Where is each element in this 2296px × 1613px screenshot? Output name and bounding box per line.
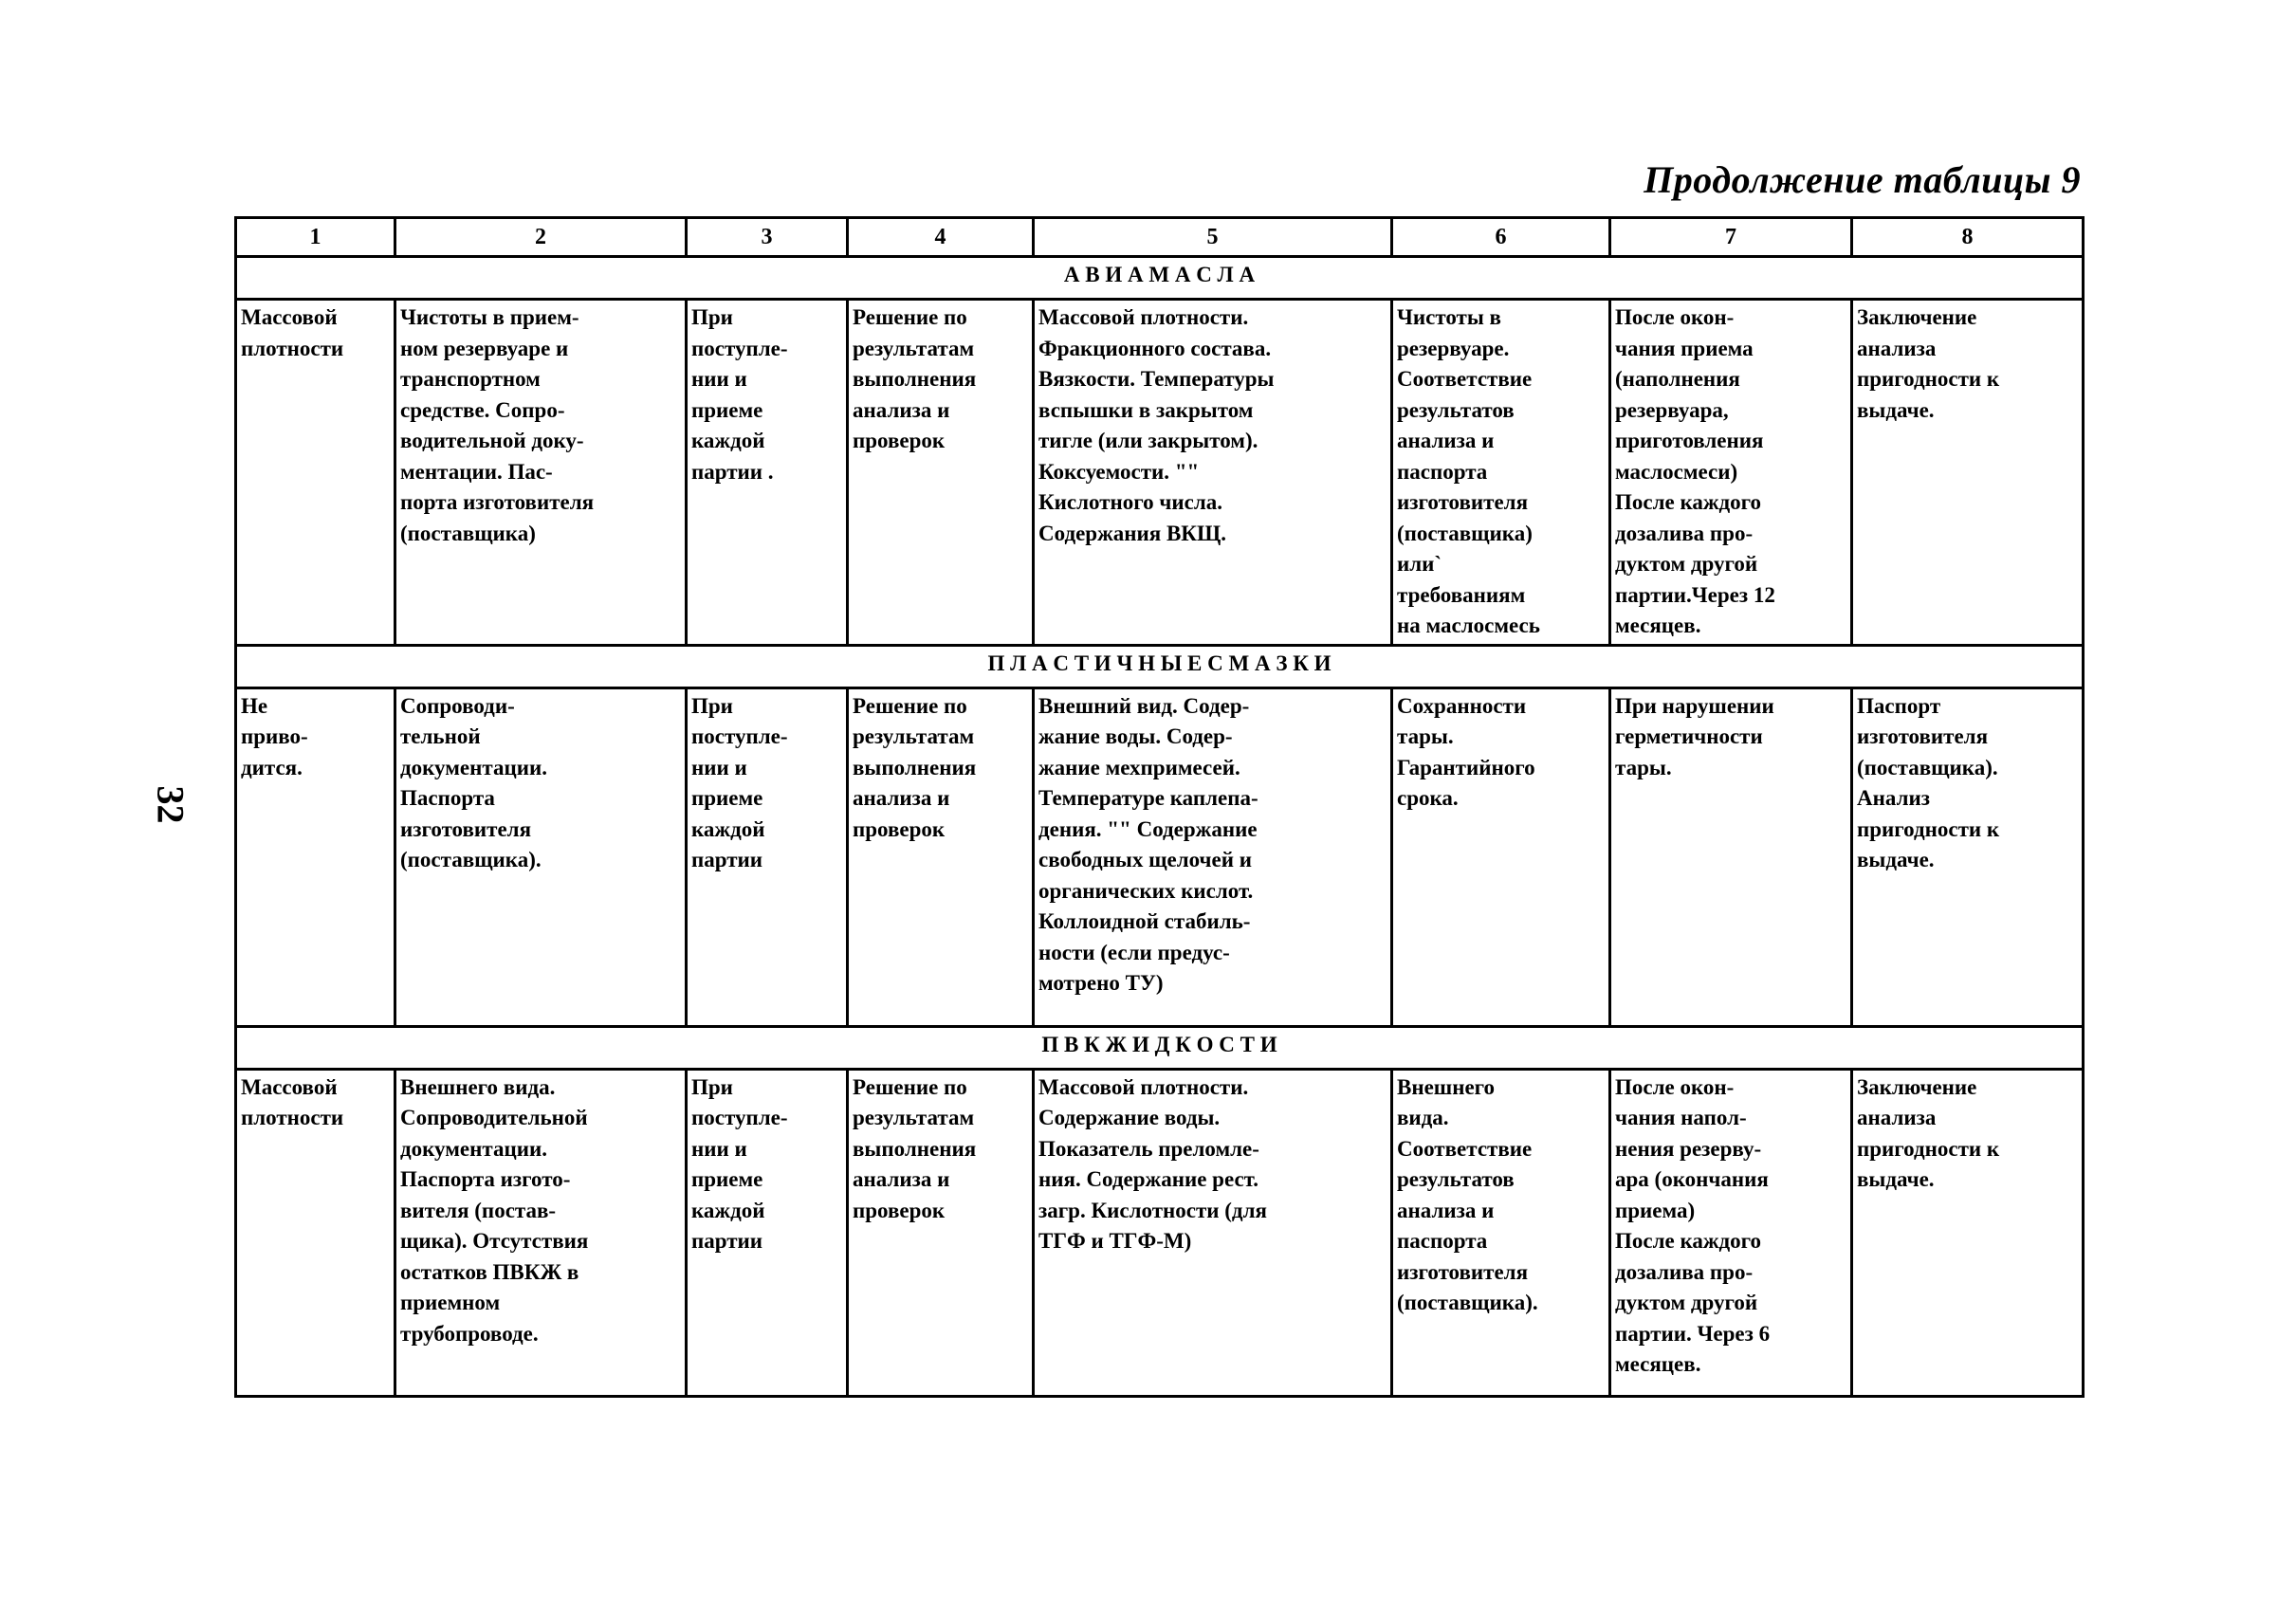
table-cell: Внешнего вида. Сопроводительной документации. Паспорта изгото- вителя (постав- щика). Отсутствия остатков ПВКЖ в приемном трубопроводе. [395, 1069, 687, 1396]
table-cell: При поступле- нии и приеме каждой партии [687, 1069, 848, 1396]
table-cell: Чистоты в прием- ном резервуаре и транспортном средстве. Сопро- водительной доку- ментации. Пас- порта изготовителя (поставщика) [395, 300, 687, 646]
table-cell: Внешнего вида. Соответствие результатов анализа и паспорта изготовителя (поставщика). [1392, 1069, 1610, 1396]
table-cell: Массовой плотности. Содержание воды. Показатель преломле- ния. Содержание рест. загр. Кислотности (для ТГФ и ТГФ-М) [1034, 1069, 1392, 1396]
header-row [236, 218, 2084, 257]
table-row [236, 687, 2084, 1026]
table-cell: Массовой плотности [236, 1069, 395, 1396]
column-header: 6 [1392, 218, 1610, 257]
table-cell: Не приво- дится. [236, 687, 395, 1026]
column-header: 7 [1610, 218, 1852, 257]
table-cell: Решение по результатам выполнения анализа и проверок [848, 1069, 1034, 1396]
column-header: 2 [395, 218, 687, 257]
column-header: 8 [1852, 218, 2084, 257]
table-cell: Паспорт изготовителя (поставщика). Анализ пригодности к выдаче. [1852, 687, 2084, 1026]
table-continuation-caption: Продолжение таблицы 9 [1644, 158, 2081, 201]
table-cell: Решение по результатам выполнения анализа и проверок [848, 687, 1034, 1026]
section-heading-row [236, 257, 2084, 300]
column-header: 3 [687, 218, 848, 257]
table-cell: Заключение анализа пригодности к выдаче. [1852, 1069, 2084, 1396]
section-heading-row [236, 645, 2084, 687]
table-cell: При поступле- нии и приеме каждой партии [687, 687, 848, 1026]
column-header: 4 [848, 218, 1034, 257]
table-cell: Сохранности тары. Гарантийного срока. [1392, 687, 1610, 1026]
section-title-plastic-greases: П Л А С Т И Ч Н Ы Е С М А З К И [236, 645, 2084, 687]
table-cell: Заключение анализа пригодности к выдаче. [1852, 300, 2084, 646]
table-cell: Массовой плотности. Фракционного состава. Вязкости. Температуры вспышки в закрытом тигле (или закрытом). Коксуемости. "" Кислотного числа. Содержания ВКЩ. [1034, 300, 1392, 646]
table-cell: При нарушении герметичности тары. [1610, 687, 1852, 1026]
table-cell: Сопроводи- тельной документации. Паспорта изготовителя (поставщика). [395, 687, 687, 1026]
column-header: 5 [1034, 218, 1392, 257]
table-cell: Чистоты в резервуаре. Соответствие результатов анализа и паспорта изготовителя (поставщика) или` требованиям на маслосмесь [1392, 300, 1610, 646]
table-row [236, 1069, 2084, 1396]
table-cell: Внешний вид. Содер- жание воды. Содер- жание мехпримесей. Температуре каплепа- дения. "" Содержание свободных щелочей и органических кислот. Коллоидной стабиль- ности (если предус- мотрено ТУ) [1034, 687, 1392, 1026]
table-cell: После окон- чания напол- нения резерву- ара (окончания приема) После каждого дозалива про- дуктом другой партии. Через 6 месяцев. [1610, 1069, 1852, 1396]
column-header: 1 [236, 218, 395, 257]
page-number: 32 [149, 785, 193, 824]
section-title-pvk-fluids: П В К Ж И Д К О С Т И [236, 1026, 2084, 1069]
section-title-avia-oils: А В И А М А С Л А [236, 257, 2084, 300]
table-cell: Решение по результатам выполнения анализа и проверок [848, 300, 1034, 646]
table-cell: После окон- чания приема (наполнения резервуара, приготовления маслосмеси) После каждого дозалива про- дуктом другой партии.Через 12 месяцев. [1610, 300, 1852, 646]
table-cell: При поступле- нии и приеме каждой партии . [687, 300, 848, 646]
main-table [234, 216, 2085, 1398]
table-row [236, 300, 2084, 646]
table-cell: Массовой плотности [236, 300, 395, 646]
section-heading-row [236, 1026, 2084, 1069]
